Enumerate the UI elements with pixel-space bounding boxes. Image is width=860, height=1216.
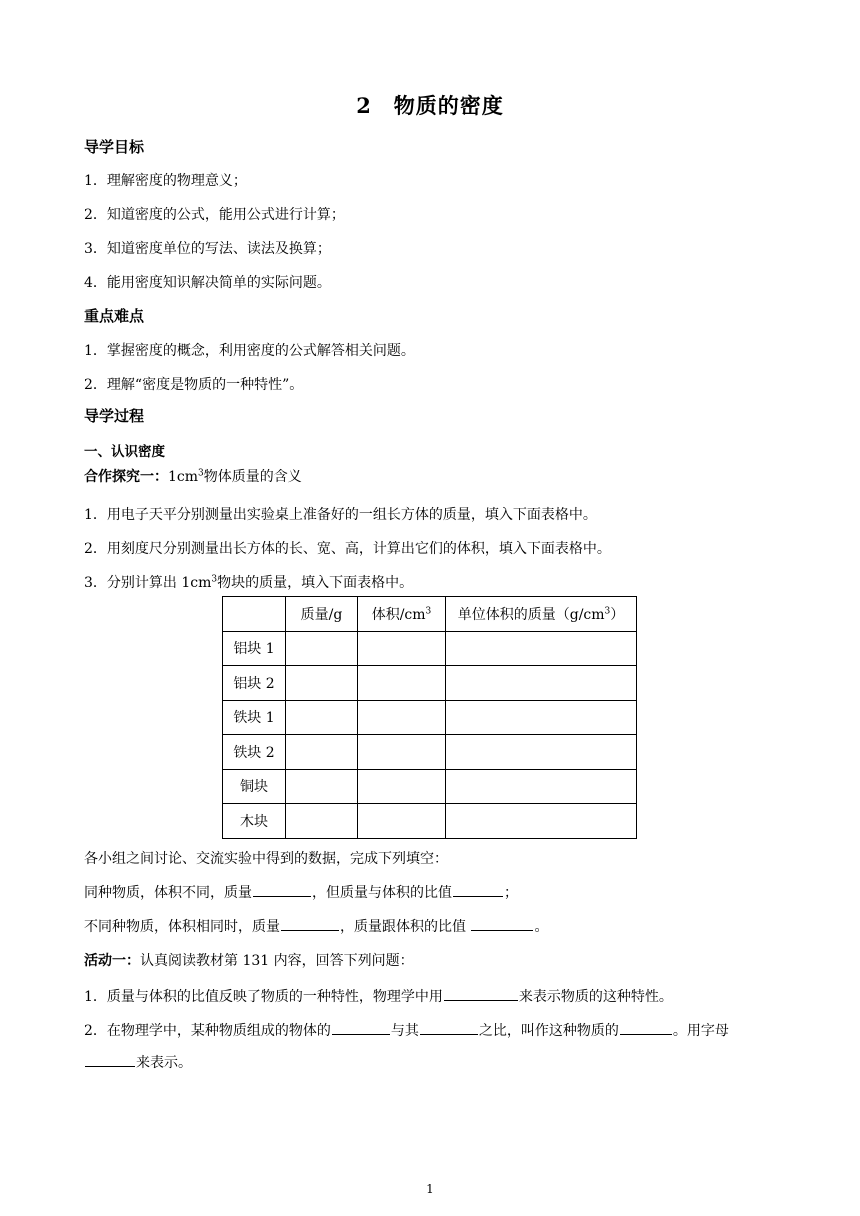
fill1-text-c: ； xyxy=(504,885,518,901)
table-row xyxy=(223,700,637,735)
step3-sup: 3 xyxy=(211,574,218,585)
explore1-line xyxy=(84,466,302,486)
row-label: 铝块 2 xyxy=(223,666,286,701)
step-item: 1．用电子天平分别测量出实验桌上准备好的一组长方体的质量，填入下面表格中。 xyxy=(84,507,597,523)
header-volume-sup: 3 xyxy=(425,606,432,617)
table-header-cell xyxy=(223,597,286,632)
table-cell xyxy=(286,769,358,804)
table-cell xyxy=(446,769,637,804)
table-row xyxy=(223,769,637,804)
explore1-label: 合作探究一： xyxy=(84,469,168,485)
row-label: 铜块 xyxy=(223,769,286,804)
header-unit-mass-end: ） xyxy=(610,606,625,623)
goal-item: 3．知道密度单位的写法、读法及换算； xyxy=(84,241,331,257)
page-number: 1 xyxy=(426,1182,434,1196)
fill-line-1 xyxy=(84,882,518,902)
fill2-text-c: 。 xyxy=(534,919,549,935)
fill1-text-b: ，但质量与体积的比值 xyxy=(312,885,452,901)
answer-blank[interactable] xyxy=(420,1022,478,1035)
table-cell xyxy=(446,735,637,770)
answer-blank[interactable] xyxy=(453,884,503,897)
q2-text-d: 。用字母 xyxy=(672,1023,729,1039)
goals-heading: 导学目标 xyxy=(84,138,145,156)
table-cell xyxy=(286,700,358,735)
table-cell xyxy=(446,666,637,701)
table-cell xyxy=(358,804,446,839)
goal-item: 1．理解密度的物理意义； xyxy=(84,173,247,189)
q2-text-b: 与其 xyxy=(390,1023,419,1039)
question-1 xyxy=(84,986,673,1006)
part1-heading: 一、认识密度 xyxy=(84,444,165,460)
question-2 xyxy=(84,1020,729,1040)
q2-text-e: 来表示。 xyxy=(136,1055,192,1071)
explore1-sup: 3 xyxy=(198,468,204,479)
table-cell xyxy=(286,631,358,666)
table-cell xyxy=(358,700,446,735)
fill2-text-a: 不同种物质，体积相同时，质量 xyxy=(84,919,280,935)
activity1-line xyxy=(84,950,414,970)
key-points-heading: 重点难点 xyxy=(84,307,145,325)
row-label: 木块 xyxy=(223,804,286,839)
table-cell xyxy=(446,700,637,735)
activity1-text: 认真阅读教材第 131 内容，回答下列问题： xyxy=(140,953,414,969)
q1-text-b: 来表示物质的这种特性。 xyxy=(518,989,673,1005)
answer-blank[interactable] xyxy=(471,918,533,931)
key-point-item: 2．理解“密度是物质的一种特性”。 xyxy=(84,377,304,393)
table-cell xyxy=(358,769,446,804)
data-table xyxy=(222,596,637,839)
goal-item: 4．能用密度知识解决简单的实际问题。 xyxy=(84,275,331,291)
header-unit-mass: 单位体积的质量（g/cm xyxy=(457,606,605,623)
step-item: 2．用刻度尺分别测量出长方体的长、宽、高，计算出它们的体积，填入下面表格中。 xyxy=(84,541,611,557)
answer-blank[interactable] xyxy=(253,884,311,897)
discussion-text: 各小组之间讨论、交流实验中得到的数据，完成下列填空： xyxy=(84,851,448,867)
row-label: 铁块 2 xyxy=(223,735,286,770)
page-title: 2 物质的密度 xyxy=(356,93,504,118)
answer-blank[interactable] xyxy=(620,1022,672,1035)
fill2-text-b: ，质量跟体积的比值 xyxy=(340,919,471,935)
activity1-label: 活动一： xyxy=(84,953,140,969)
q2-text-a: 2．在物理学中，某种物质组成的物体的 xyxy=(84,1023,331,1039)
table-cell xyxy=(446,804,637,839)
answer-blank[interactable] xyxy=(85,1054,135,1067)
table-cell xyxy=(358,631,446,666)
answer-blank[interactable] xyxy=(281,918,339,931)
table-cell xyxy=(358,666,446,701)
header-unit-mass-sup: 3 xyxy=(604,606,611,617)
row-label: 铝块 1 xyxy=(223,631,286,666)
key-point-item: 1．掌握密度的概念，利用密度的公式解答相关问题。 xyxy=(84,343,415,359)
goal-item: 2．知道密度的公式，能用公式进行计算； xyxy=(84,207,345,223)
q1-text-a: 1．质量与体积的比值反映了物质的一种特性，物理学中用 xyxy=(84,989,443,1005)
header-volume: 体积/cm xyxy=(371,606,426,623)
table-header-cell xyxy=(358,597,446,632)
answer-blank[interactable] xyxy=(332,1022,390,1035)
step3-text-a: 3．分别计算出 1cm xyxy=(84,575,212,591)
table-row xyxy=(223,666,637,701)
step3-text-b: 物块的质量，填入下面表格中。 xyxy=(217,575,414,591)
table-cell xyxy=(358,735,446,770)
row-label: 铁块 1 xyxy=(223,700,286,735)
fill1-text-a: 同种物质，体积不同，质量 xyxy=(84,885,252,901)
question-2-continued xyxy=(84,1052,192,1072)
table-cell xyxy=(286,804,358,839)
step-item xyxy=(84,572,413,592)
explore1-text-a: 1cm xyxy=(168,469,199,485)
table-header-cell xyxy=(446,597,637,632)
q2-text-c: 之比，叫作这种物质的 xyxy=(478,1023,619,1039)
fill-line-2 xyxy=(84,916,548,936)
table-header-cell: 质量/g xyxy=(286,597,358,632)
table-row xyxy=(223,631,637,666)
table-cell xyxy=(286,735,358,770)
table-cell xyxy=(446,631,637,666)
table-header-row xyxy=(223,597,637,632)
answer-blank[interactable] xyxy=(444,988,518,1001)
explore1-text-b: 物体质量的含义 xyxy=(203,469,302,485)
table-row xyxy=(223,804,637,839)
table-cell xyxy=(286,666,358,701)
table-row xyxy=(223,735,637,770)
process-heading: 导学过程 xyxy=(84,407,145,425)
